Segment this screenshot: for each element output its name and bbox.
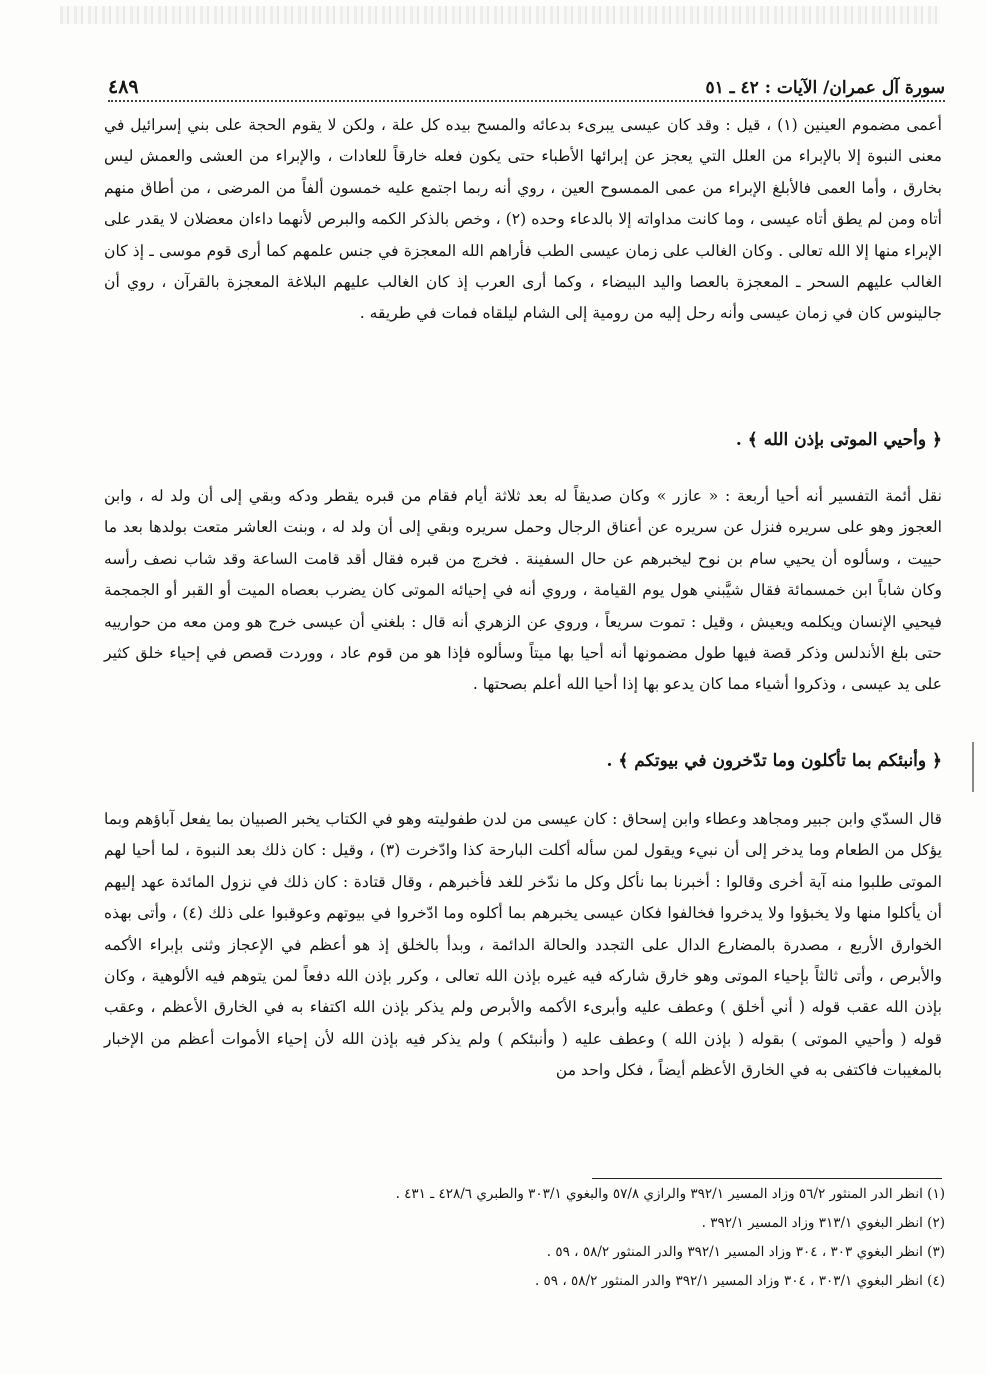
paragraph-healing: أعمى مضموم العينين (١) ، قيل : وقد كان عيسى يبرىء بدعائه والمسح بيده كل علة ، ولكن لا يقوم الحجة على بني إسرائيل في معنى النبوة إلا بالإبراء من العلل التي يعجز عن إبرائها الأطباء حتى يكون فعله خارقاً للعادات ، والإبراء من العشى والعمش ليس بخارق ، وأما العمى فالأبلغ الإبراء من عمى الممسوح العين ، روي أنه ربما اجتمع عليه خمسون ألفاً من المرضى ، من أطاق منهم أتاه ومن لم يطق أتاه عيسى ، وما كانت مداواته إلا بالدعاء وحده (٢) ، وخص بالذكر الكمه والبرص لأنهما داءان معضلان لا يقدر على الإبراء منها إلا الله تعالى . وكان الغالب على زمان عيسى الطب فأراهم الله المعجزة في جنس علمهم كما أرى قوم موسى ـ إذ كان الغالب عليهم السحر ـ المعجزة بالعصا واليد البيضاء ، وكما أرى العرب إذ كان الغالب عليهم البلاغة المعجزة بالقرآن ، روي أن جالينوس كان في زمان عيسى وأنه رحل إليه من رومية إلى الشام ليلقاه فمات في طريقه . (104, 116, 942, 323)
scan-artifact (60, 6, 940, 24)
footnote-2: (٢) انظر البغوي ٣١٣/١ وزاد المسير ٣٩٢/١ . (701, 1215, 945, 1231)
footnote-3: (٣) انظر البغوي ٣٠٣ ، ٣٠٤ وزاد المسير ٣٩٢/١ والدر المنثور ٥٨/٢ ، ٥٩ . (546, 1244, 945, 1260)
paragraph-informing: قال السدّي وابن جبير ومجاهد وعطاء وابن إسحاق : كان عيسى من لدن طفوليته وهو في الكتاب يخبر الصبيان بما يفعل آباؤهم وبما يؤكل من الطعام وما يدخر إلى أن نبيء ويقول لمن سأله أكلت البارحة كذا وادّخرت (٣) ، وقيل : كان ذلك بعد النبوة ، لما أحيا لهم الموتى طلبوا منه آية أخرى وقالوا : أخبرنا بما نأكل وكل ما ندّخر للغد فأخبرهم ، وقال قتادة : كان ذلك في نزول المائدة عهد إليهم أن يأكلوا منها ولا يخبؤوا ولا يدخروا فخالفوا فكان عيسى يخبرهم بما أكلوه وما ادّخروا في بيوتهم وعوقبوا على ذلك (٤) ، وأتى بهذه الخوارق الأربع ، مصدرة بالمضارع الدال على التجدد والحالة الدائمة ، وبدأ بالخلق إذ هو أعظم في الإعجاز وثنى بإبراء الأكمه والأبرص ، وأتى ثالثاً بإحياء الموتى وهو خارق شاركه فيه غيره بإذن الله تعالى ، وكرر بإذن الله دفعاً لمن يتوهم فيه الألوهية ، وكان بإذن الله عقب قوله ( أني أخلق ) وعطف عليه وأبرىء الأكمه والأبرص ولم يذكر بإذن الله اكتفاء به في الخارق الأعظم ، وعقب قوله ( وأحيي الموتى ) بقوله ( بإذن الله ) وعطف عليه ( وأنبئكم ) ولم يذكر فيه بإذن الله لأن إحياء الأموات أعظم من الإخبار بالمغيبات فاكتفى به في الخارق الأعظم أيضاً ، فكل واحد من (104, 810, 942, 1080)
scan-edge-mark (972, 742, 974, 792)
paragraph-reviving: نقل أئمة التفسير أنه أحيا أربعة : « عازر » وكان صديقاً له بعد ثلاثة أيام فقام من قبره يقطر ودكه وبقي إلى أن ولد له ، وابن العجوز وهو على سريره فنزل عن سريره عن أعناق الرجال وحمل سريره وبقي إلى أن ولد له ، وبنت العاشر متعت بولدها بعد ما حييت ، وسألوه أن يحيي سام بن نوح ليخبرهم عن حال السفينة . فخرج من قبره فقال أقد قامت الساعة وقد شاب نصف رأسه وكان شاباً ابن خمسمائة فقال شيَّبني هول يوم القيامة ، وروي أنه في إحيائه الموتى كان يضرب بعصاه الميت أو القبر أو الجمجمة فيحيي الإنسان ويكلمه ويعيش ، وقيل : تموت سريعاً ، وروي عن الزهري أنه قال : بلغني أن عيسى خرج هو ومن معه من حوارييه حتى بلغ الأندلس وذكر قصة فيها طول مضمونها أنه أحيا بها ميتاً وسألوه فإذا هو من قوم عاد ، ووردت قصص في إحياء خلق كثير على يد عيسى ، وذكروا أشياء مما كان يدعو بها إذا أحيا الله أعلم بصحتها . (104, 487, 942, 694)
running-header (108, 68, 945, 102)
verse-informing: ﴿ وأنبئكم بما تأكلون وما تدّخرون في بيوتكم ﴾ . (606, 751, 942, 771)
verse-reviving-dead: ﴿ وأحيي الموتى بإذن الله ﴾ . (735, 430, 942, 450)
page-number: ٤٨٩ (108, 76, 139, 98)
header-title: سورة آل عمران/ الآيات : ٤٢ ـ ٥١ (705, 78, 945, 98)
footnote-1: (١) انظر الدر المنثور ٥٦/٢ وزاد المسير ٣٩٢/١ والرازي ٥٧/٨ والبغوي ٣٠٣/١ والطبري ٤٢٨/٦ ـ ٤٣١ . (395, 1186, 945, 1202)
footnote-4: (٤) انظر البغوي ٣٠٣/١ ، ٣٠٤ وزاد المسير ٣٩٢/١ والدر المنثور ٥٨/٢ ، ٥٩ . (534, 1273, 945, 1289)
footnote-divider (592, 1178, 942, 1179)
